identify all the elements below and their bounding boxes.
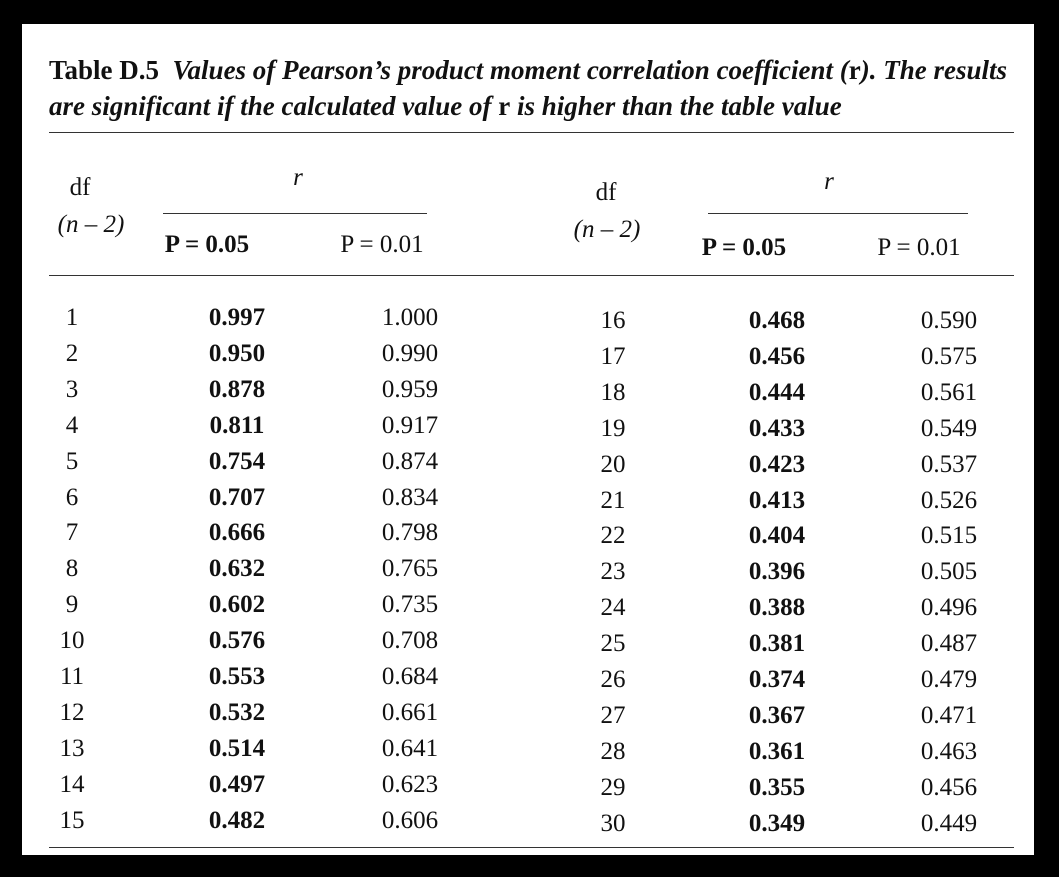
right-p05-cell: 0.361 [748, 737, 806, 765]
left-p05-cell: 0.878 [208, 375, 266, 403]
right-df-cell: 20 [600, 450, 626, 478]
right-df-cell: 22 [600, 522, 626, 550]
left-df-cell: 14 [59, 770, 85, 798]
left-df-cell: 2 [65, 339, 79, 367]
right-p05-cell: 0.355 [748, 773, 806, 801]
left-p05-cell: 0.632 [208, 555, 266, 583]
right-p05-cell: 0.374 [748, 666, 806, 693]
left-p01-cell: 0.606 [381, 806, 439, 834]
left-p01-cell: 0.661 [381, 698, 439, 726]
header-r-rule-left [163, 213, 427, 214]
header-df-right: df [595, 179, 617, 206]
right-df-cell: 17 [600, 342, 626, 370]
right-p01-cell: 0.505 [920, 558, 978, 586]
left-p01-cell: 0.917 [381, 411, 439, 439]
right-p01-cell: 0.487 [920, 630, 978, 658]
left-p05-cell: 0.514 [208, 734, 266, 762]
left-df-cell: 10 [59, 627, 85, 655]
left-df-cell: 5 [65, 447, 79, 475]
left-p05-cell: 0.707 [208, 483, 266, 511]
header-n-right: (n – 2) [573, 216, 641, 243]
left-p05-cell: 0.497 [208, 770, 266, 798]
table-number: Table D.5 [49, 55, 160, 85]
left-p01-cell: 0.641 [381, 734, 439, 762]
table-caption [49, 52, 1014, 124]
right-p05-cell: 0.381 [748, 630, 806, 658]
left-p05-cell: 0.666 [208, 519, 266, 547]
right-p05-cell: 0.423 [748, 450, 806, 478]
left-p01-cell: 0.735 [381, 591, 439, 619]
left-df-cell: 15 [59, 806, 85, 834]
header-n-left: (n – 2) [57, 211, 125, 238]
right-p01-cell: 0.471 [920, 701, 978, 729]
left-p01-cell: 0.874 [381, 447, 439, 475]
left-p01-cell: 0.798 [381, 519, 439, 547]
left-p05-cell: 0.950 [208, 339, 266, 367]
right-p01-cell: 0.590 [920, 307, 978, 334]
right-p01-cell: 0.526 [920, 486, 978, 514]
left-df-cell: 1 [65, 304, 79, 331]
left-p01-cell: 1.000 [381, 304, 439, 331]
left-p01-cell: 0.834 [381, 483, 439, 511]
right-df-cell: 23 [600, 558, 626, 586]
left-p01-cell: 0.959 [381, 375, 439, 403]
right-p05-cell: 0.468 [748, 307, 806, 334]
right-df-cell: 30 [600, 809, 626, 837]
left-p01-cell: 0.684 [381, 663, 439, 690]
right-p05-cell: 0.413 [748, 486, 806, 514]
right-df-cell: 18 [600, 378, 626, 406]
caption-text-3: is higher than the table value [510, 91, 842, 121]
table-bottom-rule [49, 847, 1014, 848]
left-df-cell: 6 [65, 483, 79, 511]
table-page [22, 24, 1034, 855]
left-df-cell: 13 [59, 734, 85, 762]
caption-text-2: ). The results are significant if the calculated value of [49, 55, 1008, 121]
right-p01-cell: 0.575 [920, 342, 978, 370]
caption-rule [49, 132, 1014, 133]
header-r-right: r [824, 168, 834, 195]
right-df-cell: 16 [600, 307, 626, 334]
header-p05-left: P = 0.05 [164, 231, 250, 258]
left-p05-cell: 0.576 [208, 627, 266, 655]
right-p05-cell: 0.433 [748, 414, 806, 442]
left-p05-cell: 0.997 [208, 304, 266, 331]
right-p05-cell: 0.456 [748, 342, 806, 370]
header-p01-left: P = 0.01 [340, 231, 424, 258]
right-df-cell: 24 [600, 594, 626, 622]
left-df-cell: 3 [65, 375, 79, 403]
left-p05-cell: 0.754 [208, 447, 266, 475]
right-p05-cell: 0.404 [748, 522, 806, 550]
header-df-left: df [69, 174, 91, 201]
left-p05-cell: 0.532 [208, 698, 266, 726]
header-p01-right: P = 0.01 [877, 234, 961, 261]
left-df-cell: 11 [59, 663, 85, 690]
left-p01-cell: 0.708 [381, 627, 439, 655]
right-p01-cell: 0.515 [920, 522, 978, 550]
right-p01-cell: 0.537 [920, 450, 978, 478]
caption-symbol-1: r [848, 55, 861, 85]
left-p05-cell: 0.553 [208, 663, 266, 690]
header-r-left: r [293, 164, 303, 191]
right-p01-cell: 0.456 [920, 773, 978, 801]
right-p05-cell: 0.388 [748, 594, 806, 622]
right-p01-cell: 0.479 [920, 666, 978, 693]
right-df-cell: 25 [600, 630, 626, 658]
left-df-cell: 4 [65, 411, 79, 439]
right-df-cell: 21 [600, 486, 626, 514]
right-df-cell: 29 [600, 773, 626, 801]
right-df-cell: 19 [600, 414, 626, 442]
left-df-cell: 8 [65, 555, 79, 583]
header-bottom-rule [49, 275, 1014, 276]
right-p01-cell: 0.449 [920, 809, 978, 837]
right-p05-cell: 0.349 [748, 809, 806, 837]
left-df-cell: 12 [59, 698, 85, 726]
header-p05-right: P = 0.05 [701, 234, 787, 261]
right-p01-cell: 0.549 [920, 414, 978, 442]
right-p05-cell: 0.367 [748, 701, 806, 729]
right-df-cell: 28 [600, 737, 626, 765]
left-p01-cell: 0.623 [381, 770, 439, 798]
right-p05-cell: 0.444 [748, 378, 806, 406]
right-p01-cell: 0.561 [920, 378, 978, 406]
left-p01-cell: 0.990 [381, 339, 439, 367]
left-df-cell: 7 [65, 519, 79, 547]
left-df-cell: 9 [65, 591, 79, 619]
caption-symbol-2: r [498, 91, 511, 121]
left-p05-cell: 0.602 [208, 591, 266, 619]
right-df-cell: 26 [600, 666, 626, 693]
right-p05-cell: 0.396 [748, 558, 806, 586]
right-p01-cell: 0.463 [920, 737, 978, 765]
right-p01-cell: 0.496 [920, 594, 978, 622]
left-p01-cell: 0.765 [381, 555, 439, 583]
left-p05-cell: 0.482 [208, 806, 266, 834]
left-p05-cell: 0.811 [209, 411, 265, 439]
caption-text-1: Values of Pearson’s product moment correlation coefficient ( [172, 55, 849, 85]
right-df-cell: 27 [600, 701, 626, 729]
header-r-rule-right [708, 213, 968, 214]
